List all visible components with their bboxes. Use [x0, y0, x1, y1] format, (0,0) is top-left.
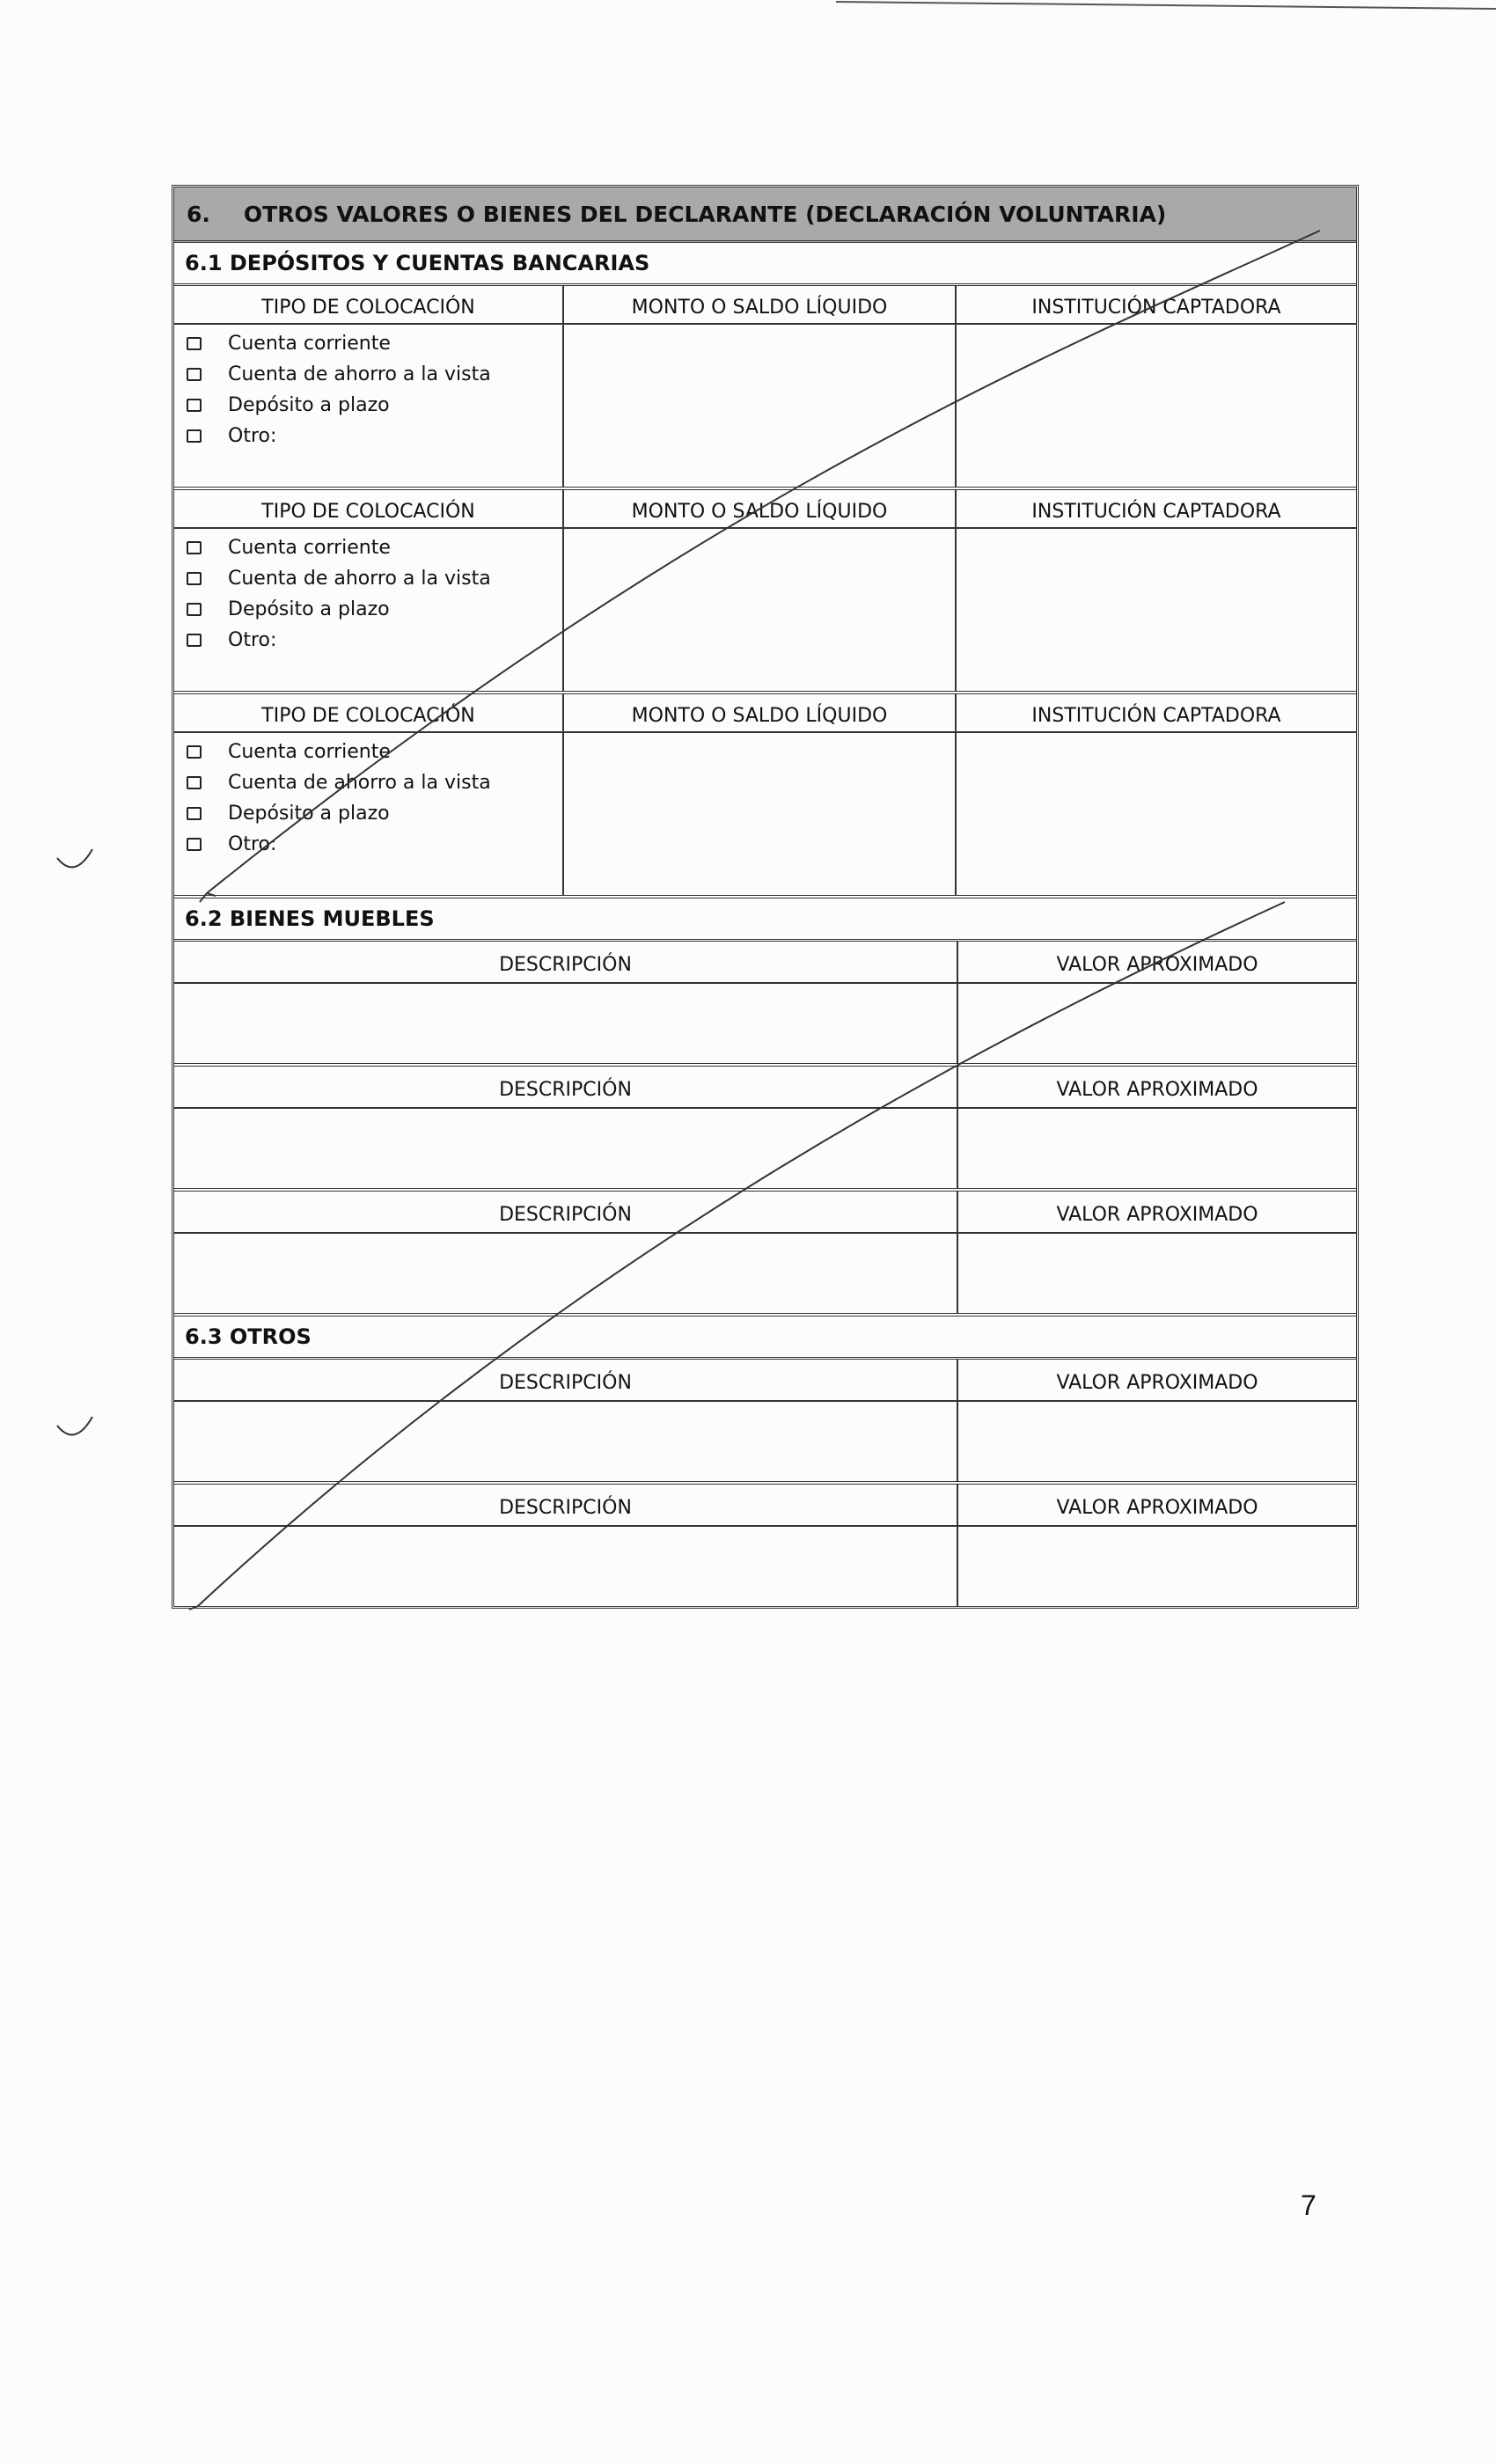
option-label: Cuenta corriente: [228, 741, 391, 763]
monto-column[interactable]: [564, 286, 957, 487]
option-otro[interactable]: [174, 421, 562, 451]
institucion-header: INSTITUCIÓN CAPTADORA: [957, 490, 1356, 529]
monto-column[interactable]: [564, 694, 957, 895]
tipo-column: [174, 694, 564, 895]
descripcion-header: DESCRIPCIÓN: [174, 1360, 957, 1402]
section-title: OTROS VALORES O BIENES DEL DECLARANTE (DECLARACIÓN VOLUNTARIA): [243, 201, 1167, 227]
descripcion-column[interactable]: [174, 1192, 958, 1313]
valor-header: VALOR APROXIMADO: [958, 1067, 1356, 1109]
checkbox[interactable]: [187, 572, 202, 585]
option-cuenta-ahorro[interactable]: [174, 767, 562, 798]
page-number: 7: [1301, 2189, 1316, 2221]
option-label: Cuenta de ahorro a la vista: [228, 363, 491, 385]
descripcion-header: DESCRIPCIÓN: [174, 1485, 957, 1527]
valor-column[interactable]: [958, 1192, 1356, 1313]
checkbox[interactable]: [187, 541, 202, 554]
deposit-block: [174, 286, 1356, 490]
valor-column[interactable]: [958, 1360, 1356, 1481]
section-header: [174, 187, 1356, 243]
tipo-header: TIPO DE COLOCACIÓN: [174, 694, 562, 733]
institucion-header: INSTITUCIÓN CAPTADORA: [957, 694, 1356, 733]
deposit-block: [174, 694, 1356, 898]
section-number: 6.: [187, 201, 210, 227]
option-deposito-plazo[interactable]: [174, 798, 562, 829]
tipo-header: TIPO DE COLOCACIÓN: [174, 490, 562, 529]
option-label: Otro:: [228, 629, 277, 651]
valor-header: VALOR APROXIMADO: [958, 1192, 1356, 1234]
checkbox[interactable]: [187, 634, 202, 647]
valor-column[interactable]: [958, 942, 1356, 1063]
descripcion-header: DESCRIPCIÓN: [174, 1192, 957, 1234]
checkbox[interactable]: [187, 745, 202, 759]
option-label: Cuenta de ahorro a la vista: [228, 568, 491, 590]
monto-header: MONTO O SALDO LÍQUIDO: [564, 490, 955, 529]
checkbox[interactable]: [187, 807, 202, 820]
checkbox[interactable]: [187, 399, 202, 412]
declaration-form: [172, 185, 1359, 1609]
mueble-block: [174, 1067, 1356, 1192]
institucion-column[interactable]: [957, 490, 1356, 691]
otros-block: [174, 1485, 1356, 1606]
muebles-title: 6.2 BIENES MUEBLES: [174, 898, 1356, 942]
descripcion-header: DESCRIPCIÓN: [174, 1067, 957, 1109]
checkbox[interactable]: [187, 603, 202, 616]
checkbox[interactable]: [187, 776, 202, 789]
institucion-column[interactable]: [957, 694, 1356, 895]
valor-column[interactable]: [958, 1067, 1356, 1188]
checkbox[interactable]: [187, 337, 202, 350]
option-label: Depósito a plazo: [228, 598, 390, 620]
option-cuenta-ahorro[interactable]: [174, 359, 562, 390]
valor-header: VALOR APROXIMADO: [958, 1485, 1356, 1527]
tipo-options: [174, 325, 562, 451]
option-otro[interactable]: [174, 625, 562, 656]
deposits-title: 6.1 DEPÓSITOS Y CUENTAS BANCARIAS: [174, 243, 1356, 286]
institucion-column[interactable]: [957, 286, 1356, 487]
descripcion-column[interactable]: [174, 1067, 958, 1188]
option-label: Otro:: [228, 425, 277, 447]
option-cuenta-corriente[interactable]: [174, 328, 562, 359]
checkbox[interactable]: [187, 429, 202, 443]
mueble-block: [174, 1192, 1356, 1316]
option-cuenta-corriente[interactable]: [174, 532, 562, 563]
descripcion-column[interactable]: [174, 1360, 958, 1481]
checkbox[interactable]: [187, 368, 202, 381]
option-label: Depósito a plazo: [228, 803, 390, 825]
option-cuenta-corriente[interactable]: [174, 737, 562, 767]
descripcion-column[interactable]: [174, 942, 958, 1063]
option-label: Otro:: [228, 833, 277, 855]
option-deposito-plazo[interactable]: [174, 594, 562, 625]
otros-block: [174, 1360, 1356, 1485]
mueble-block: [174, 942, 1356, 1067]
option-otro[interactable]: [174, 829, 562, 860]
checkbox[interactable]: [187, 838, 202, 851]
monto-header: MONTO O SALDO LÍQUIDO: [564, 694, 955, 733]
monto-header: MONTO O SALDO LÍQUIDO: [564, 286, 955, 325]
option-cuenta-ahorro[interactable]: [174, 563, 562, 594]
tipo-column: [174, 490, 564, 691]
deposit-block: [174, 490, 1356, 694]
otros-title: 6.3 OTROS: [174, 1316, 1356, 1360]
option-deposito-plazo[interactable]: [174, 390, 562, 421]
institucion-header: INSTITUCIÓN CAPTADORA: [957, 286, 1356, 325]
option-label: Cuenta corriente: [228, 537, 391, 559]
monto-column[interactable]: [564, 490, 957, 691]
tipo-options: [174, 733, 562, 860]
valor-header: VALOR APROXIMADO: [958, 942, 1356, 984]
tipo-header: TIPO DE COLOCACIÓN: [174, 286, 562, 325]
option-label: Cuenta corriente: [228, 333, 391, 355]
option-label: Depósito a plazo: [228, 394, 390, 416]
option-label: Cuenta de ahorro a la vista: [228, 772, 491, 794]
descripcion-column[interactable]: [174, 1485, 958, 1606]
tipo-options: [174, 529, 562, 656]
valor-header: VALOR APROXIMADO: [958, 1360, 1356, 1402]
valor-column[interactable]: [958, 1485, 1356, 1606]
descripcion-header: DESCRIPCIÓN: [174, 942, 957, 984]
tipo-column: [174, 286, 564, 487]
